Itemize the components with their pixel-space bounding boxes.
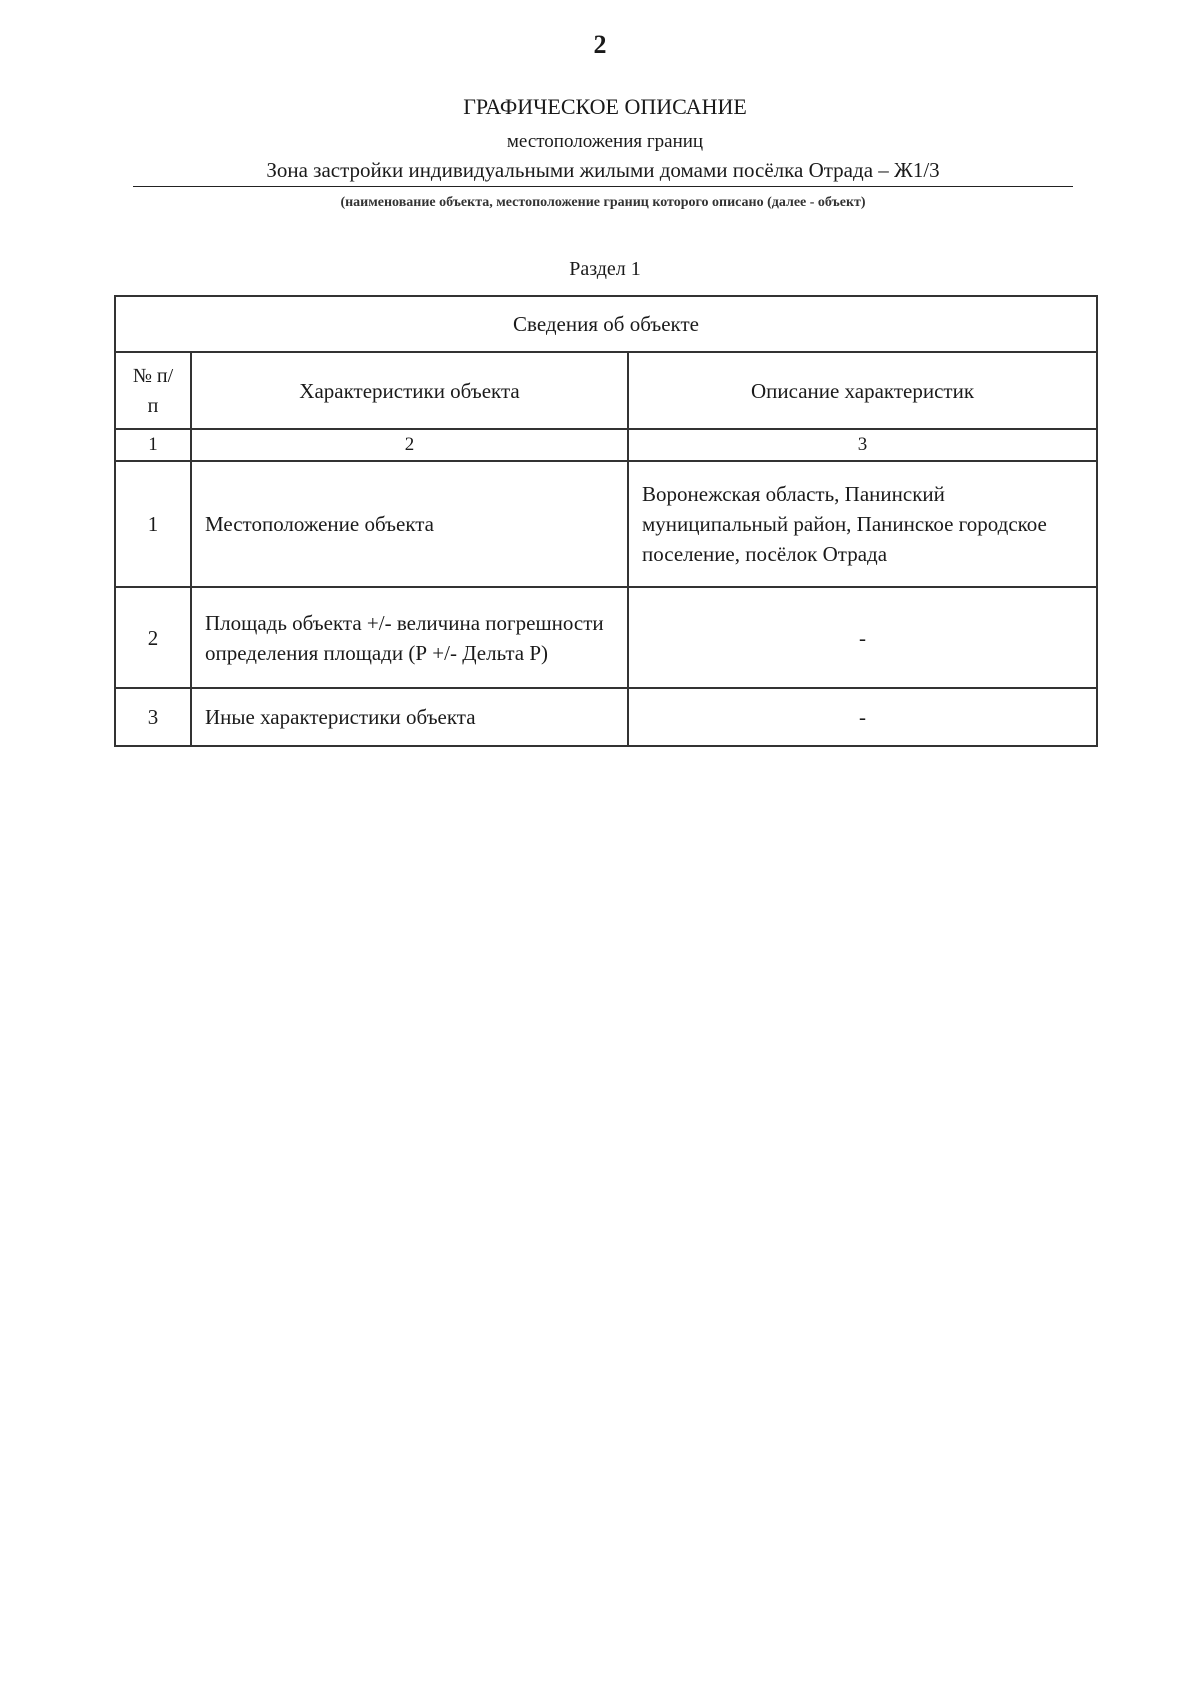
column-index-3: 3 [628, 429, 1097, 461]
header-characteristic: Характеристики объекта [191, 352, 628, 429]
table-caption-row [115, 296, 1097, 352]
document-subtitle: местоположения границ [506, 131, 704, 152]
row-characteristic: Иные характеристики объекта [191, 688, 628, 746]
row-number: 3 [115, 688, 191, 746]
page-number: 2 [593, 30, 607, 59]
row-description: - [628, 688, 1097, 746]
row-number: 2 [115, 587, 191, 688]
header-number: № п/п [115, 352, 191, 429]
row-characteristic: Местоположение объекта [191, 461, 628, 587]
row-characteristic: Площадь объекта +/- величина погрешности определения площади (Р +/- Дельта Р) [191, 587, 628, 688]
table-header-row [115, 352, 1097, 429]
column-index-2: 2 [191, 429, 628, 461]
column-index-row [115, 429, 1097, 461]
row-number: 1 [115, 461, 191, 587]
row-description: - [628, 587, 1097, 688]
row-description: Воронежская область, Панинский муниципальный район, Панинское городское поселение, посёлок Отрада [628, 461, 1097, 587]
table-row [115, 461, 1097, 587]
object-name: Зона застройки индивидуальными жилыми домами посёлка Отрада – Ж1/3 [133, 158, 1073, 187]
object-name-caption: (наименование объекта, местоположение границ которого описано (далее - объект) [340, 195, 866, 210]
table-row [115, 587, 1097, 688]
table-row [115, 688, 1097, 746]
object-info-table [114, 295, 1098, 747]
header-description: Описание характеристик [628, 352, 1097, 429]
document-title: ГРАФИЧЕСКОЕ ОПИСАНИЕ [463, 94, 747, 119]
section-title: Раздел 1 [569, 258, 641, 280]
table-caption: Сведения об объекте [115, 296, 1097, 352]
column-index-1: 1 [115, 429, 191, 461]
